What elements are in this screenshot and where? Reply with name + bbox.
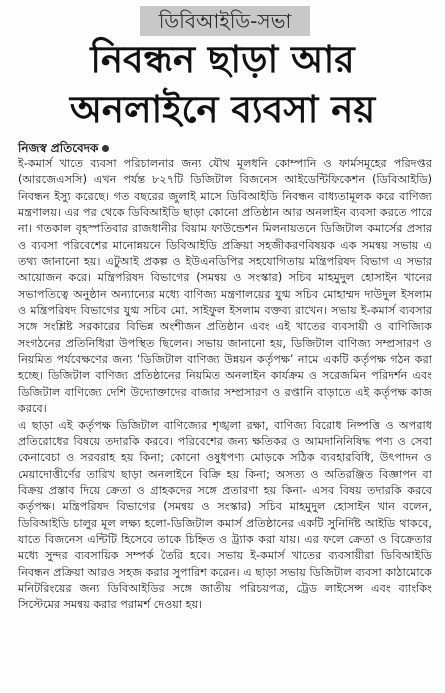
article-paragraph-2: এ ছাড়া এই কর্তৃপক্ষ ডিজিটাল বাণিজ্যের শৃঙ্খলা রক্ষা, বাণিজ্য বিরোধ নিষ্পত্তি ও অপরাধ প্রতিরোধের বিষয়ে তদারকি করবে। পরিবেশের জন্য ক্ষতিকর ও আমদানিনিষিদ্ধ পণ্য ও সেবা কেনাবেচা ও সরবরাহ হয় কিনা; কোনো ওষুধপণ্য মোড়কে সঠিক ব্যবহারবিধি, উৎপাদন ও মেয়াদোত্তীর্ণের তারিখ ছাড়া অনলাইনে বিক্রি হয় কিনা; অসত্য ও অতিরঞ্জিত বিজ্ঞাপন বা বিক্রয় প্রস্তাব দিয়ে ক্রেতা ও গ্রাহকদের সঙ্গে প্রতারণা হয় কিনা- এসব বিষয় তদারকি করবে কর্তৃপক্ষ। মন্ত্রিপরিষদ বিভাগের (সমন্বয় ও সংস্কার) সচিব মাহমুদুল হোসাইন খান বলেন, ডিবিআইডি চালুর মূল লক্ষ্য হলো-ডিজিটাল কমার্স প্রতিষ্ঠানের একটি সুনির্দিষ্ট আইডি থাকবে, যাতে বিজনেস এন্টিটি হিসেবে তাকে চিহ্নিত ও ট্র্যাক করা যায়। এর ফলে ক্রেতা ও বিক্রেতার মধ্যে সুন্দর ব্যবসায়িক সম্পর্ক তৈরি হবে। সভায় ই-কমার্স খাতের ব্যবসায়ীরা ডিবিআইডি নিবন্ধন প্রক্রিয়া আরও সহজ করার সুপারিশ করেন। এ ছাড়া সভায় ডিজিটাল ব্যবসা কাঠামোকে মনিটরিংয়ের জন্য ডিবিআইডির সঙ্গে জাতীয় পরিচয়পত্র, ট্রেড লাইসেন্স এবং ব্যাংকিং সিস্টেমের সমন্বয় করার পরামর্শ দেওয়া হয়। [18,418,432,612]
article-paragraph-1: ই-কমার্স খাতে ব্যবসা পরিচালনার জন্য যৌথ মূলধনি কোম্পানি ও ফার্মসমূহের পরিদপ্তর (আরজেএসসি) এখন পর্যন্ত ৮২৭টি ডিজিটাল বিজনেস আইডেন্টিফিকেশন (ডিবিআইডি) নিবন্ধন ইস্যু করেছে। গত বছরের জুলাই মাসে ডিবিআইডি নিবন্ধন বাধ্যতামূলক করে বাণিজ্য মন্ত্রণালয়। এর পর থেকে ডিবিআইডি ছাড়া কোনো প্রতিষ্ঠান আর অনলাইন ব্যবসা করতে পারে না। গতকাল বৃহস্পতিবার রাজধানীর বিয়াম ফাউন্ডেশন মিলনায়তনে ডিজিটাল কমার্সের প্রসার ও ব্যবসা পরিবেশের মানোন্নয়নে ডিবিআইডি প্রক্রিয়া সহজীকরণবিষয়ক এক সমন্বয় সভায় এ তথ্য জানানো হয়। এটুআই প্রকল্প ও ইউএনডিপির সহযোগিতায় মন্ত্রিপরিষদ বিভাগ এ সভার আয়োজন করে। মন্ত্রিপরিষদ বিভাগের (সমন্বয় ও সংস্কার) সচিব মাহমুদুল হোসাইন খানের সভাপতিত্বে অনুষ্ঠান অন্যান্যের মধ্যে বাণিজ্য মন্ত্রণালয়ের যুগ্ম সচিব মোহাম্মদ দাউদুল ইসলাম ও মন্ত্রিপরিষদ বিভাগের যুগ্ম সচিব মো. সাইফুল ইসলাম বক্তব্য রাখেন। সভায় ই-কমার্স ব্যবসার সঙ্গে সংশ্লিষ্ট সরকারের বিভিন্ন অংশীজন প্রতিষ্ঠান এবং এই খাতের ব্যবসায়ী ও বাণিজ্যিক সংগঠনের প্রতিনিধিরা উপস্থিত ছিলেন। সভায় জানানো হয়, ডিজিটাল বাণিজ্য সম্প্রসারণ ও নিয়মিত পর্যবেক্ষণের জন্য ‘ডিজিটাল বাণিজ্য উন্নয়ন কর্তৃপক্ষ’ নামে একটি কর্তৃপক্ষ গঠন করা হচ্ছে। ডিজিটাল বাণিজ্য প্রতিষ্ঠানের নিয়মিত অনলাইন কার্যক্রম ও সরেজমিন পরিদর্শন এবং ডিজিটাল বাণিজ্যে দেশি উদ্যোক্তাদের বাজার সম্প্রসারণ ও রপ্তানি বাড়াতে এই কর্তৃপক্ষ কাজ করবে। [18,157,432,416]
section-kicker: ডিবিআইডি-সভা [140,6,310,36]
headline-line-1: নিবন্ধন ছাড়া আর [90,38,355,81]
byline [18,140,109,156]
article-body [18,156,432,688]
byline-text: নিজস্ব প্রতিবেদক [18,141,99,155]
bullet-icon [102,145,109,152]
headline-line-2: অনলাইনে ব্যবসা নয় [69,88,376,131]
